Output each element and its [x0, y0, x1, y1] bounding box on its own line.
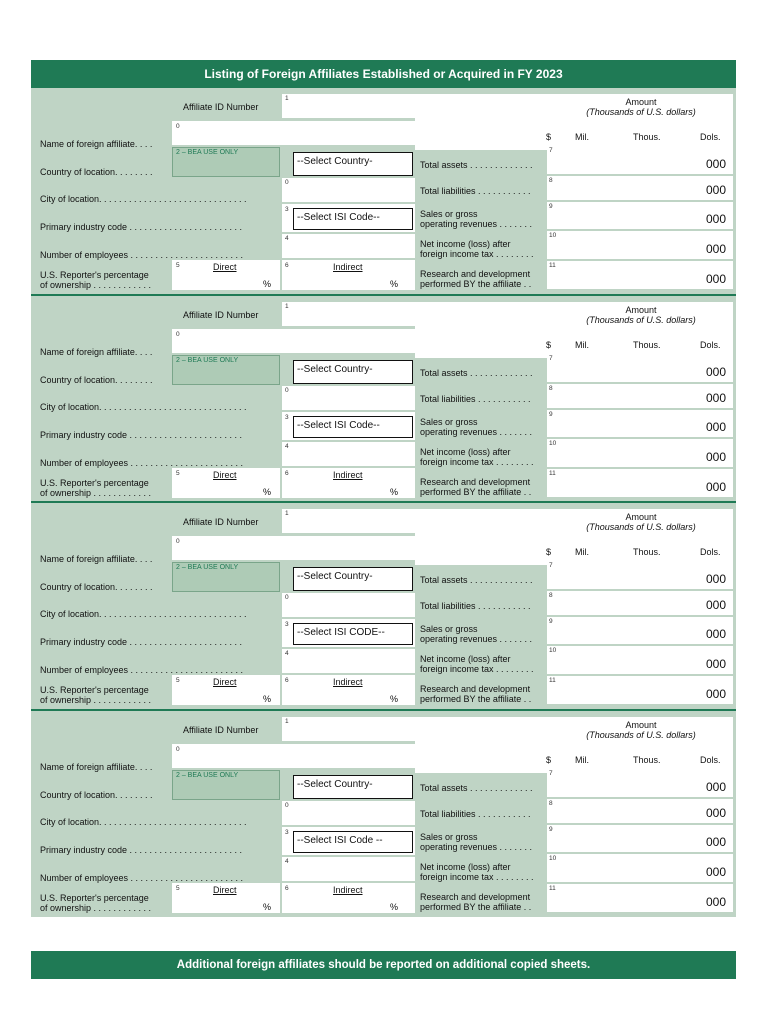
- total-liabilities-label: Total liabilities . . . . . . . . . . .: [420, 601, 531, 611]
- mil-label: Mil.: [575, 132, 589, 142]
- sales-label-1: Sales or gross: [420, 832, 478, 842]
- field-number: 6: [285, 885, 289, 892]
- research-development-label-1: Research and development: [420, 477, 531, 487]
- field-number: 0: [285, 179, 289, 186]
- field-number: 1: [285, 95, 289, 102]
- indirect-label: Indirect: [333, 262, 363, 272]
- net-income-zeros: 000: [705, 450, 726, 464]
- field-number: 5: [176, 885, 180, 892]
- country-select[interactable]: --Select Country-: [293, 360, 413, 384]
- dols-label: Dols.: [700, 755, 721, 765]
- field-number: 9: [549, 618, 553, 625]
- field-number: 11: [549, 262, 556, 269]
- field-number: 5: [176, 262, 180, 269]
- bea-use-only-label: 2 – BEA USE ONLY: [176, 357, 239, 364]
- net-income-label-2: foreign income tax . . . . . . . .: [420, 664, 534, 674]
- affiliate-name-input[interactable]: [172, 744, 415, 768]
- city-label: City of location. . . . . . . . . . . . . . . . . . . . . . . . . . . . . .: [40, 194, 247, 204]
- affiliate-id-input[interactable]: [282, 509, 415, 533]
- employees-label: Number of employees . . . . . . . . . . . . . . . . . . . . . . .: [40, 665, 244, 675]
- net-income-label-2: foreign income tax . . . . . . . .: [420, 457, 534, 467]
- sales-zeros: 000: [705, 420, 726, 434]
- sales-label-1: Sales or gross: [420, 624, 478, 634]
- dollar-label: $: [546, 547, 552, 557]
- sales-label-2: operating revenues . . . . . . .: [420, 634, 533, 644]
- field-number: 11: [549, 677, 556, 684]
- dollar-label: $: [546, 132, 552, 142]
- affiliate-id-input[interactable]: [282, 302, 415, 326]
- research-development-label-2: performed BY the affiliate . .: [420, 487, 532, 497]
- country-select[interactable]: --Select Country-: [293, 775, 413, 799]
- field-number: 0: [176, 123, 180, 130]
- employees-label: Number of employees . . . . . . . . . . . . . . . . . . . . . . .: [40, 873, 244, 883]
- percent-sign: %: [390, 487, 399, 497]
- ownership-label-1: U.S. Reporter's percentage: [40, 478, 149, 488]
- net-income-zeros: 000: [705, 865, 726, 879]
- total-liabilities-label: Total liabilities . . . . . . . . . . .: [420, 809, 531, 819]
- ownership-label-1: U.S. Reporter's percentage: [40, 893, 149, 903]
- research-development-label-1: Research and development: [420, 892, 531, 902]
- percent-sign: %: [263, 487, 272, 497]
- research-development-zeros: 000: [705, 480, 726, 494]
- isi-code-select[interactable]: --Select ISI CODE--: [293, 623, 413, 645]
- total-liabilities-label: Total liabilities . . . . . . . . . . .: [420, 394, 531, 404]
- sales-label-2: operating revenues . . . . . . .: [420, 842, 533, 852]
- employees-label: Number of employees . . . . . . . . . . . . . . . . . . . . . . .: [40, 458, 244, 468]
- field-number: 7: [549, 147, 553, 154]
- research-development-label-1: Research and development: [420, 269, 531, 279]
- field-number: 10: [549, 440, 557, 447]
- field-number: 9: [549, 826, 553, 833]
- field-number: 4: [285, 443, 289, 450]
- field-number: 8: [549, 177, 553, 184]
- research-development-zeros: 000: [705, 895, 726, 909]
- affiliate-name-input[interactable]: [172, 329, 415, 353]
- field-number: 10: [549, 647, 557, 654]
- net-income-label-1: Net income (loss) after: [420, 447, 511, 457]
- thous-label: Thous.: [633, 547, 661, 557]
- city-label: City of location. . . . . . . . . . . . . . . . . . . . . . . . . . . . . .: [40, 817, 247, 827]
- footer-note: Additional foreign affiliates should be reported on additional copied sheets.: [31, 951, 736, 979]
- amount-units-label: (Thousands of U.S. dollars): [586, 315, 696, 325]
- field-number: 6: [285, 262, 289, 269]
- field-number: 0: [176, 331, 180, 338]
- research-development-zeros: 000: [705, 272, 726, 286]
- field-number: 9: [549, 203, 553, 210]
- percent-sign: %: [263, 694, 272, 704]
- ownership-label-2: of ownership . . . . . . . . . . . .: [40, 903, 152, 913]
- total-assets-label: Total assets . . . . . . . . . . . . .: [420, 368, 533, 378]
- country-select[interactable]: --Select Country-: [293, 152, 413, 176]
- total-assets-zeros: 000: [705, 365, 726, 379]
- field-number: 1: [285, 718, 289, 725]
- field-number: 8: [549, 592, 553, 599]
- total-liabilities-zeros: 000: [705, 598, 726, 612]
- affiliate-section: [31, 711, 736, 917]
- total-liabilities-zeros: 000: [705, 391, 726, 405]
- net-income-label-2: foreign income tax . . . . . . . .: [420, 249, 534, 259]
- field-number: 1: [285, 510, 289, 517]
- amount-units-label: (Thousands of U.S. dollars): [586, 107, 696, 117]
- field-number: 3: [285, 414, 289, 421]
- city-input[interactable]: [282, 801, 415, 825]
- dollar-label: $: [546, 340, 552, 350]
- ownership-label-2: of ownership . . . . . . . . . . . .: [40, 280, 152, 290]
- thous-label: Thous.: [633, 132, 661, 142]
- net-income-label-1: Net income (loss) after: [420, 654, 511, 664]
- field-number: 8: [549, 800, 553, 807]
- field-number: 0: [285, 594, 289, 601]
- total-assets-zeros: 000: [705, 157, 726, 171]
- dols-label: Dols.: [700, 547, 721, 557]
- affiliate-section: [31, 503, 736, 709]
- direct-label: Direct: [213, 677, 237, 687]
- field-number: 11: [549, 885, 556, 892]
- percent-sign: %: [263, 279, 272, 289]
- industry-label: Primary industry code . . . . . . . . . . . . . . . . . . . . . . .: [40, 430, 243, 440]
- isi-code-select[interactable]: --Select ISI Code--: [293, 208, 413, 230]
- affiliate-name-input[interactable]: [172, 121, 415, 145]
- isi-code-select[interactable]: --Select ISI Code --: [293, 831, 413, 853]
- dollar-label: $: [546, 755, 552, 765]
- field-number: 1: [285, 303, 289, 310]
- city-label: City of location. . . . . . . . . . . . . . . . . . . . . . . . . . . . . .: [40, 609, 247, 619]
- percent-sign: %: [263, 902, 272, 912]
- employees-input[interactable]: [282, 442, 415, 466]
- field-number: 11: [549, 470, 556, 477]
- industry-label: Primary industry code . . . . . . . . . . . . . . . . . . . . . . .: [40, 637, 243, 647]
- mil-label: Mil.: [575, 755, 589, 765]
- name-label: Name of foreign affiliate. . . .: [40, 554, 153, 564]
- city-label: City of location. . . . . . . . . . . . . . . . . . . . . . . . . . . . . .: [40, 402, 247, 412]
- mil-label: Mil.: [575, 547, 589, 557]
- research-development-label-1: Research and development: [420, 684, 531, 694]
- dols-label: Dols.: [700, 340, 721, 350]
- amount-label: Amount: [625, 512, 657, 522]
- industry-label: Primary industry code . . . . . . . . . . . . . . . . . . . . . . .: [40, 222, 243, 232]
- net-income-label-1: Net income (loss) after: [420, 239, 511, 249]
- isi-code-select[interactable]: --Select ISI Code--: [293, 416, 413, 438]
- country-label: Country of location. . . . . . . .: [40, 582, 153, 592]
- ownership-label-2: of ownership . . . . . . . . . . . .: [40, 488, 152, 498]
- country-label: Country of location. . . . . . . .: [40, 790, 153, 800]
- percent-sign: %: [390, 694, 399, 704]
- direct-label: Direct: [213, 262, 237, 272]
- sales-label-1: Sales or gross: [420, 417, 478, 427]
- research-development-label-2: performed BY the affiliate . .: [420, 279, 532, 289]
- indirect-label: Indirect: [333, 677, 363, 687]
- indirect-label: Indirect: [333, 885, 363, 895]
- bea-use-only-label: 2 – BEA USE ONLY: [176, 772, 239, 779]
- net-income-label-2: foreign income tax . . . . . . . .: [420, 872, 534, 882]
- affiliate-id-label: Affiliate ID Number: [183, 310, 259, 320]
- ownership-label-1: U.S. Reporter's percentage: [40, 270, 149, 280]
- industry-label: Primary industry code . . . . . . . . . . . . . . . . . . . . . . .: [40, 845, 243, 855]
- affiliate-id-label: Affiliate ID Number: [183, 102, 259, 112]
- name-label: Name of foreign affiliate. . . .: [40, 139, 153, 149]
- employees-label: Number of employees . . . . . . . . . . . . . . . . . . . . . . .: [40, 250, 244, 260]
- indirect-label: Indirect: [333, 470, 363, 480]
- affiliate-section: [31, 88, 736, 294]
- field-number: 4: [285, 235, 289, 242]
- total-assets-label: Total assets . . . . . . . . . . . . .: [420, 575, 533, 585]
- country-select[interactable]: --Select Country-: [293, 567, 413, 591]
- affiliate-id-label: Affiliate ID Number: [183, 517, 259, 527]
- bea-use-only-label: 2 – BEA USE ONLY: [176, 564, 239, 571]
- field-number: 10: [549, 232, 557, 239]
- employees-input[interactable]: [282, 857, 415, 881]
- sales-zeros: 000: [705, 627, 726, 641]
- country-label: Country of location. . . . . . . .: [40, 167, 153, 177]
- total-assets-label: Total assets . . . . . . . . . . . . .: [420, 783, 533, 793]
- net-income-zeros: 000: [705, 242, 726, 256]
- city-input[interactable]: [282, 386, 415, 410]
- field-number: 6: [285, 470, 289, 477]
- field-number: 4: [285, 650, 289, 657]
- sales-label-1: Sales or gross: [420, 209, 478, 219]
- total-liabilities-zeros: 000: [705, 806, 726, 820]
- amount-label: Amount: [625, 97, 657, 107]
- affiliate-id-input[interactable]: [282, 94, 415, 118]
- field-number: 3: [285, 621, 289, 628]
- total-assets-zeros: 000: [705, 572, 726, 586]
- direct-label: Direct: [213, 470, 237, 480]
- employees-input[interactable]: [282, 649, 415, 673]
- affiliate-section: [31, 296, 736, 502]
- amount-label: Amount: [625, 720, 657, 730]
- field-number: 0: [176, 746, 180, 753]
- affiliate-id-input[interactable]: [282, 717, 415, 741]
- affiliate-name-input[interactable]: [172, 536, 415, 560]
- research-development-label-2: performed BY the affiliate . .: [420, 902, 532, 912]
- form-title: Listing of Foreign Affiliates Established or Acquired in FY 2023: [31, 60, 736, 88]
- field-number: 7: [549, 770, 553, 777]
- sales-label-2: operating revenues . . . . . . .: [420, 427, 533, 437]
- bea-use-only-label: 2 – BEA USE ONLY: [176, 149, 239, 156]
- percent-sign: %: [390, 279, 399, 289]
- thous-label: Thous.: [633, 755, 661, 765]
- field-number: 0: [285, 802, 289, 809]
- amount-label: Amount: [625, 305, 657, 315]
- mil-label: Mil.: [575, 340, 589, 350]
- percent-sign: %: [390, 902, 399, 912]
- direct-label: Direct: [213, 885, 237, 895]
- country-label: Country of location. . . . . . . .: [40, 375, 153, 385]
- net-income-zeros: 000: [705, 657, 726, 671]
- name-label: Name of foreign affiliate. . . .: [40, 347, 153, 357]
- field-number: 0: [176, 538, 180, 545]
- field-number: 6: [285, 677, 289, 684]
- amount-units-label: (Thousands of U.S. dollars): [586, 730, 696, 740]
- ownership-label-2: of ownership . . . . . . . . . . . .: [40, 695, 152, 705]
- total-assets-label: Total assets . . . . . . . . . . . . .: [420, 160, 533, 170]
- city-input[interactable]: [282, 178, 415, 202]
- field-number: 5: [176, 470, 180, 477]
- ownership-label-1: U.S. Reporter's percentage: [40, 685, 149, 695]
- total-assets-zeros: 000: [705, 780, 726, 794]
- amount-units-label: (Thousands of U.S. dollars): [586, 522, 696, 532]
- field-number: 8: [549, 385, 553, 392]
- city-input[interactable]: [282, 593, 415, 617]
- dols-label: Dols.: [700, 132, 721, 142]
- sales-label-2: operating revenues . . . . . . .: [420, 219, 533, 229]
- field-number: 3: [285, 829, 289, 836]
- field-number: 10: [549, 855, 557, 862]
- research-development-zeros: 000: [705, 687, 726, 701]
- total-liabilities-zeros: 000: [705, 183, 726, 197]
- field-number: 0: [285, 387, 289, 394]
- affiliate-id-label: Affiliate ID Number: [183, 725, 259, 735]
- research-development-label-2: performed BY the affiliate . .: [420, 694, 532, 704]
- field-number: 5: [176, 677, 180, 684]
- sales-zeros: 000: [705, 835, 726, 849]
- field-number: 7: [549, 355, 553, 362]
- thous-label: Thous.: [633, 340, 661, 350]
- field-number: 9: [549, 411, 553, 418]
- net-income-label-1: Net income (loss) after: [420, 862, 511, 872]
- sales-zeros: 000: [705, 212, 726, 226]
- total-liabilities-label: Total liabilities . . . . . . . . . . .: [420, 186, 531, 196]
- field-number: 4: [285, 858, 289, 865]
- name-label: Name of foreign affiliate. . . .: [40, 762, 153, 772]
- employees-input[interactable]: [282, 234, 415, 258]
- field-number: 3: [285, 206, 289, 213]
- field-number: 7: [549, 562, 553, 569]
